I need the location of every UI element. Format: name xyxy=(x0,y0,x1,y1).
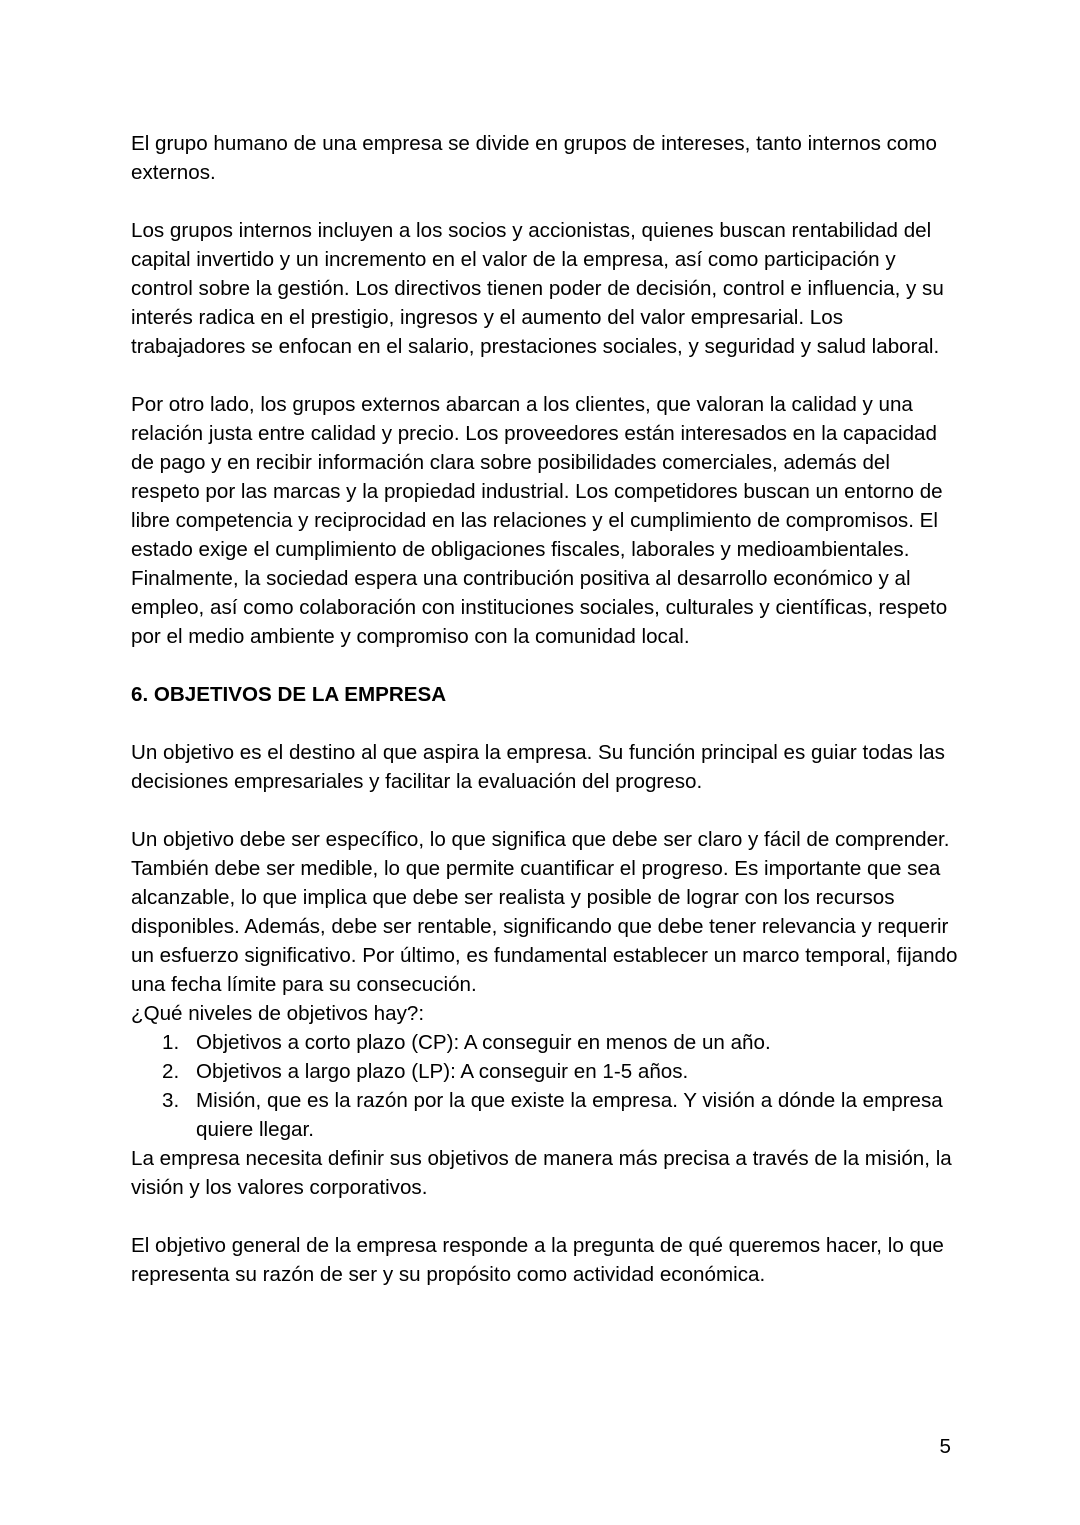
list-item-number: 2. xyxy=(162,1060,180,1083)
list-item-text: Objetivos a largo plazo (LP): A conseguir en 1-5 años. xyxy=(196,1060,689,1083)
list-item xyxy=(131,1086,961,1144)
objective-levels-question: ¿Qué niveles de objetivos hay?: xyxy=(131,1002,425,1025)
paragraph-objective-definition: Un objetivo es el destino al que aspira la empresa. Su función principal es guiar todas las decisiones empresariales y facilitar la evaluación del progreso. xyxy=(131,741,945,793)
paragraph-general-objective: El objetivo general de la empresa responde a la pregunta de qué queremos hacer, lo que representa su razón de ser y su propósito como actividad económica. xyxy=(131,1234,944,1286)
paragraph-internal-groups: Los grupos internos incluyen a los socios y accionistas, quienes buscan rentabilidad del capital invertido y un incremento en el valor de la empresa, así como participación y control sobre la gestión. Los directivos tienen poder de decisión, control e influencia, y su interés radica en el prestigio, ingresos y el aumento del valor empresarial. Los trabajadores se enfocan en el salario, prestaciones sociales, y seguridad y salud laboral. xyxy=(131,219,944,358)
list-item-text: Objetivos a corto plazo (CP): A conseguir en menos de un año. xyxy=(196,1031,771,1054)
section-heading: 6. OBJETIVOS DE LA EMPRESA xyxy=(131,683,447,706)
list-item-number: 3. xyxy=(162,1089,180,1112)
paragraph-objective-characteristics: Un objetivo debe ser específico, lo que significa que debe ser claro y fácil de comprender. También debe ser medible, lo que permite cuantificar el progreso. Es importante que sea alcanzable, lo que implica que debe ser realista y posible de lograr con los recursos disponibles. Además, debe ser rentable, significando que debe tener relevancia y requerir un esfuerzo significativo. Por último, es fundamental establecer un marco temporal, fijando una fecha límite para su consecución. xyxy=(131,828,958,996)
paragraph-external-groups: Por otro lado, los grupos externos abarcan a los clientes, que valoran la calidad y una relación justa entre calidad y precio. Los proveedores están interesados en la capacidad de pago y en recibir información clara sobre posibilidades comerciales, además del respeto por las marcas y la propiedad industrial. Los competidores buscan un entorno de libre competencia y reciprocidad en las relaciones y el cumplimiento de compromisos. El estado exige el cumplimiento de obligaciones fiscales, laborales y medioambientales. Finalmente, la sociedad espera una contribución positiva al desarrollo económico y al empleo, así como colaboración con instituciones sociales, culturales y científicas, respeto por el medio ambiente y compromiso con la comunidad local. xyxy=(131,393,948,648)
objective-levels-list xyxy=(131,1028,961,1144)
page-content xyxy=(131,129,961,1318)
paragraph-stakeholder-groups: El grupo humano de una empresa se divide en grupos de intereses, tanto internos como externos. xyxy=(131,132,937,184)
list-item xyxy=(131,1057,961,1086)
list-item-number: 1. xyxy=(162,1031,180,1054)
page-number: 5 xyxy=(939,1435,951,1458)
paragraph-mission-vision-values: La empresa necesita definir sus objetivos de manera más precisa a través de la misión, la visión y los valores corporativos. xyxy=(131,1147,952,1199)
list-item-text: Misión, que es la razón por la que existe la empresa. Y visión a dónde la empresa quiere llegar. xyxy=(196,1089,943,1141)
list-item xyxy=(131,1028,961,1057)
